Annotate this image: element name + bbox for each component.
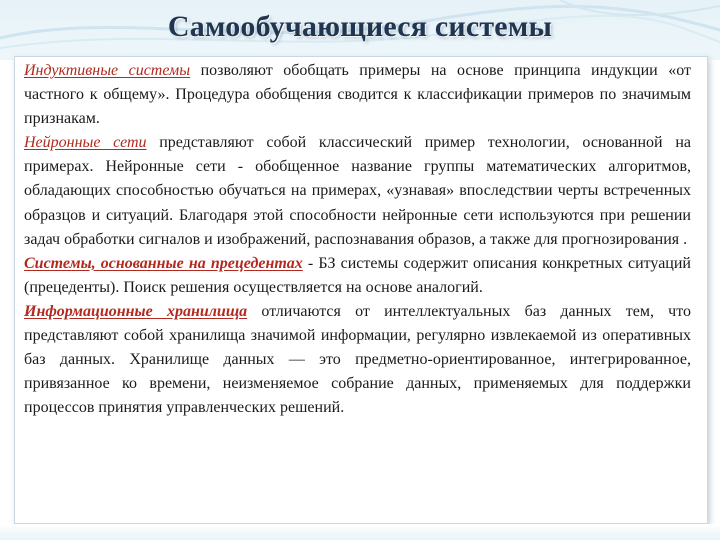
footer-strip bbox=[0, 524, 720, 540]
paragraph-neural-networks bbox=[24, 131, 691, 251]
slide-title: Самообучающиеся системы bbox=[167, 10, 553, 43]
paragraph-text: отличаются от интеллектуальных баз данных тем, что представляют собой хранилища значимой информации, регулярно извлекаемой из оперативных баз данных. Хранилище данных — это предметно-ориентированное, интегрированное, привязанное ко времени, неизменяемое собрание данных, применяемых для поддержки процессов принятия управленческих решений. bbox=[24, 302, 692, 417]
term-data-warehouses: Информационные хранилища bbox=[24, 302, 248, 320]
paragraph-text: позволяют обобщать примеры на основе принципа индукции «от частного к общему». Процедура обобщения сводится к классификации примеров по значимым признакам. bbox=[24, 62, 691, 128]
paragraph-data-warehouses bbox=[24, 300, 691, 420]
paragraph-text: - БЗ системы содержит описания конкретных ситуаций (прецеденты). Поиск решения осуществляется на основе аналогий. bbox=[24, 254, 691, 296]
paragraph-text: представляют собой классический пример технологии, основанной на примерах. Нейронные сети - обобщенное название группы математических алгоритмов, обладающих способностью обучаться на примерах, «узнавая» впоследствии черты встреченных образцов и ситуаций. Благодаря этой способности нейронные сети используются при решении задач обработки сигналов и изображений, распознавания образов, а также для прогнозирования . bbox=[24, 134, 691, 248]
paragraph-case-based-systems bbox=[24, 252, 691, 300]
term-inductive-systems: Индуктивные системы bbox=[24, 62, 191, 79]
content-body bbox=[24, 59, 691, 420]
term-neural-networks: Нейронные сети bbox=[24, 134, 147, 152]
paragraph-inductive-systems bbox=[24, 59, 691, 131]
term-case-based-systems: Системы, основанные на прецедентах bbox=[24, 254, 303, 272]
